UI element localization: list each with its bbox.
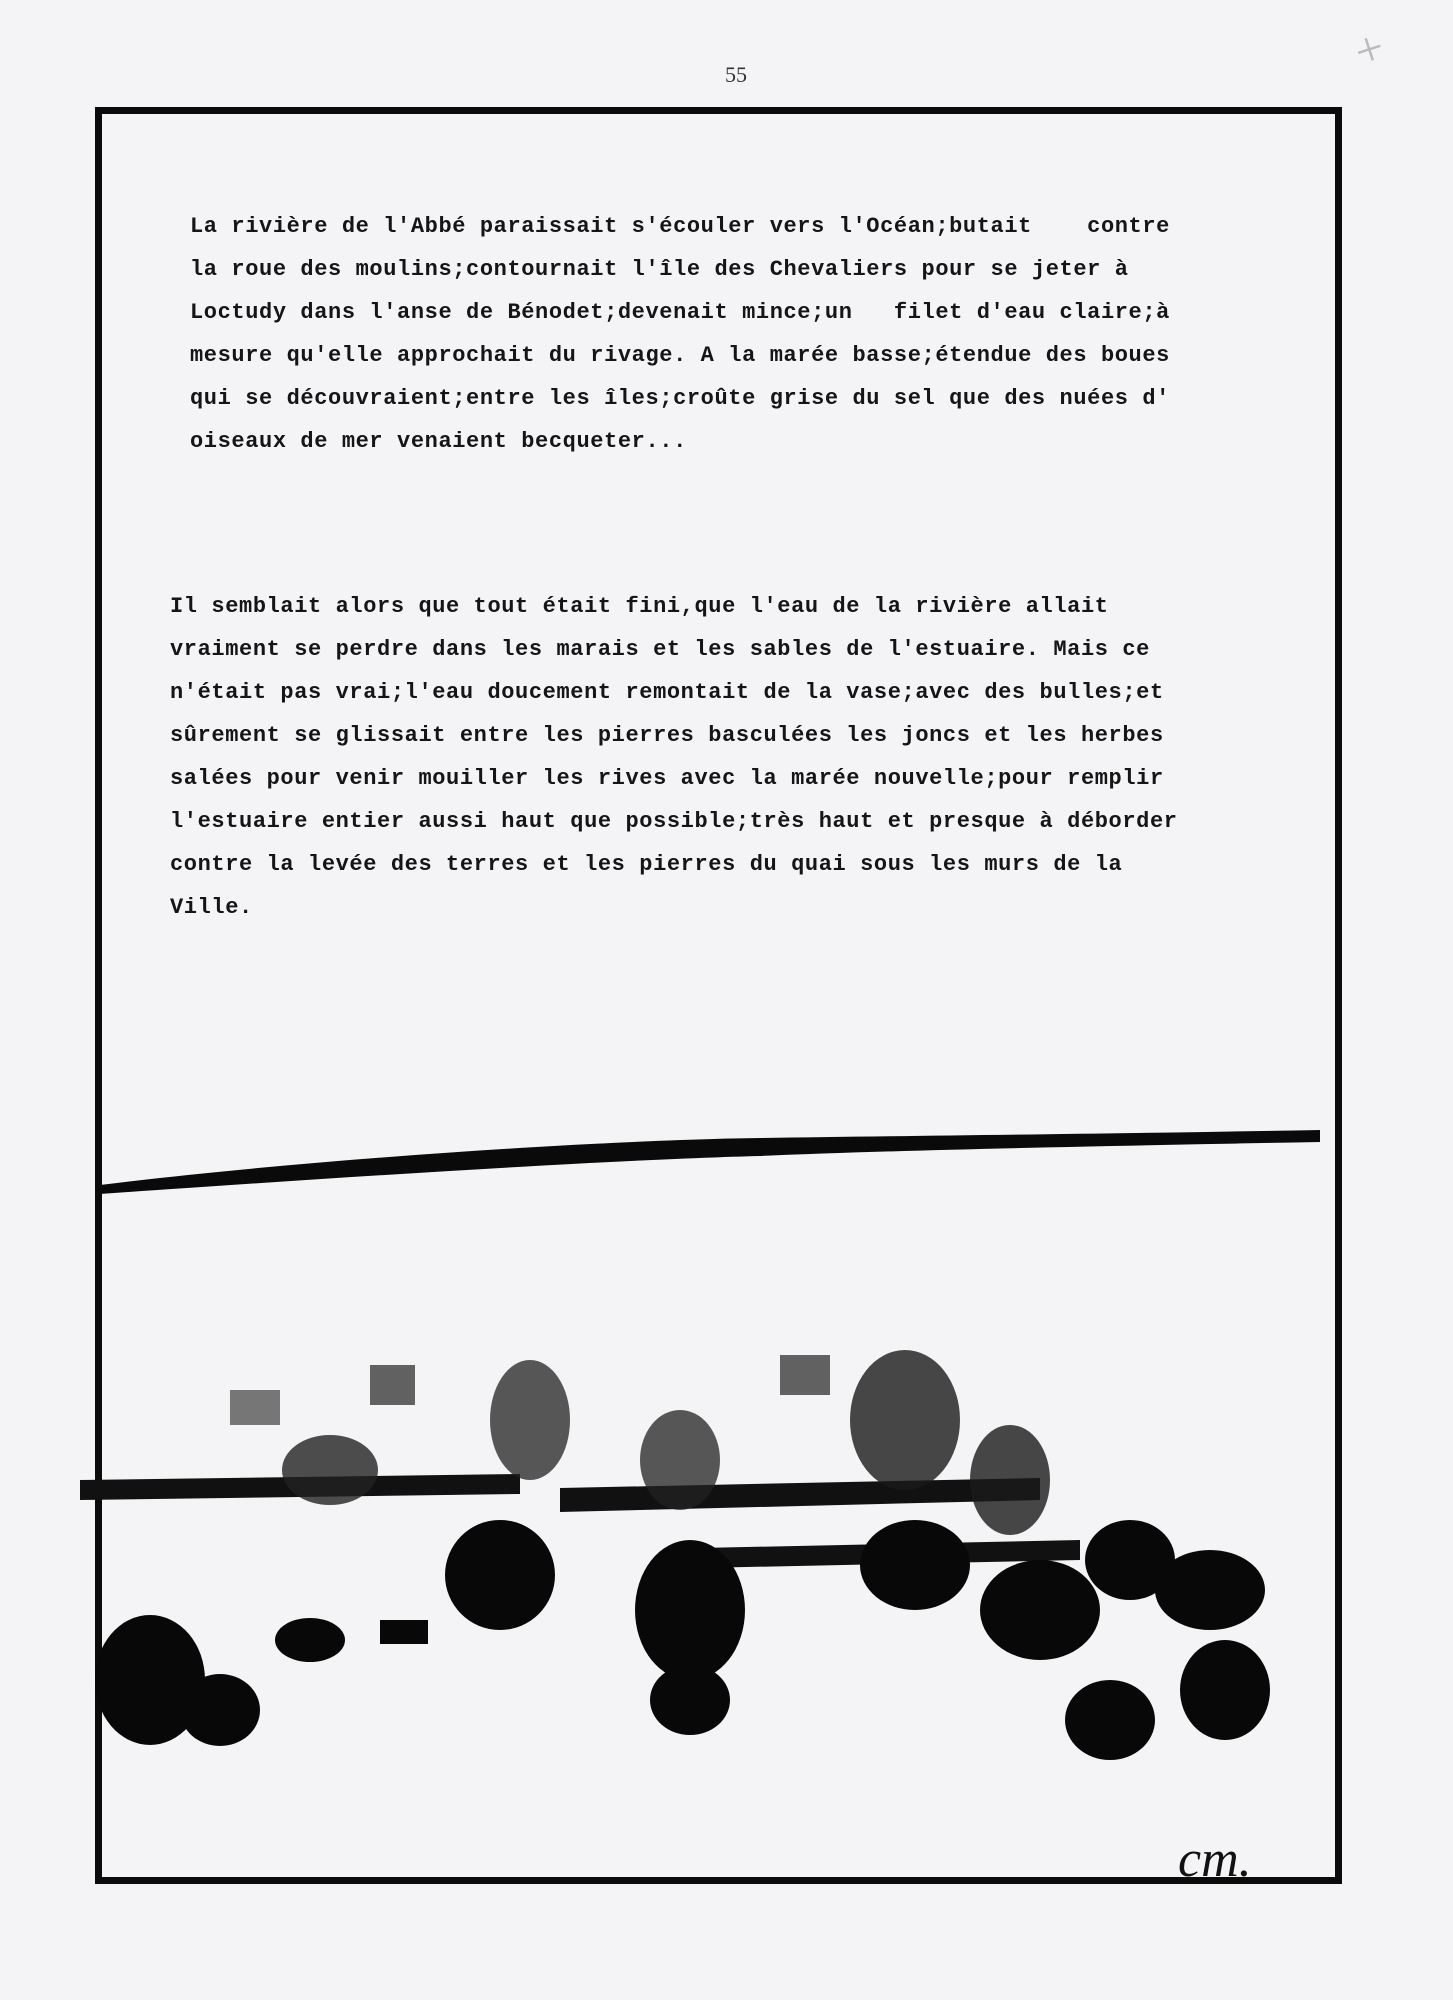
text-line: qui se découvraient;entre les îles;croûte grise du sel que des nuées d' (190, 386, 1170, 411)
ink-block-2 (780, 1355, 830, 1395)
ink-blob-6 (635, 1540, 745, 1680)
ink-mass-5 (970, 1425, 1050, 1535)
ink-blob-11 (1065, 1680, 1155, 1760)
ink-blob-13 (1155, 1550, 1265, 1630)
artist-signature: cm. (1178, 1831, 1252, 1888)
corner-pencil-mark: + (1347, 18, 1392, 80)
text-line: la roue des moulins;contournait l'île des Chevaliers pour se jeter à (190, 257, 1129, 282)
ink-mass-1 (282, 1435, 378, 1505)
text-line: La rivière de l'Abbé paraissait s'écouler vers l'Océan;butait contre (190, 214, 1170, 239)
text-line: contre la levée des terres et les pierres du quai sous les murs de la (170, 852, 1123, 877)
ink-blob-7 (650, 1665, 730, 1735)
text-line: oiseaux de mer venaient becqueter... (190, 429, 687, 454)
ink-mass-4 (850, 1350, 960, 1490)
ink-block-3 (230, 1390, 280, 1425)
text-line: mesure qu'elle approchait du rivage. A la marée basse;étendue des boues (190, 343, 1170, 368)
text-line: Il semblait alors que tout était fini,que l'eau de la rivière allait (170, 594, 1109, 619)
text-line: salées pour venir mouiller les rives avec la marée nouvelle;pour remplir (170, 766, 1164, 791)
text-line: sûrement se glissait entre les pierres basculées les joncs et les herbes (170, 723, 1164, 748)
text-line: Ville. (170, 895, 253, 920)
ink-blob-2 (180, 1674, 260, 1746)
ink-blob-3 (275, 1618, 345, 1662)
shoreline-stroke-2 (560, 1478, 1040, 1512)
ink-mass-3 (640, 1410, 720, 1510)
ink-blob-9 (980, 1560, 1100, 1660)
text-line: Loctudy dans l'anse de Bénodet;devenait mince;un filet d'eau claire;à (190, 300, 1170, 325)
horizon-stroke (100, 1130, 1320, 1194)
text-line: vraiment se perdre dans les marais et les sables de l'estuaire. Mais ce (170, 637, 1150, 662)
ink-blob-12 (1180, 1640, 1270, 1740)
text-line: l'estuaire entier aussi haut que possible;très haut et presque à déborder (170, 809, 1178, 834)
ink-blob-4 (380, 1620, 428, 1644)
ink-blob-5 (445, 1520, 555, 1630)
text-line: n'était pas vrai;l'eau doucement remontait de la vase;avec des bulles;et (170, 680, 1164, 705)
ink-blob-8 (860, 1520, 970, 1610)
ink-mass-2 (490, 1360, 570, 1480)
page-number: 55 (725, 62, 747, 87)
ink-block-1 (370, 1365, 415, 1405)
